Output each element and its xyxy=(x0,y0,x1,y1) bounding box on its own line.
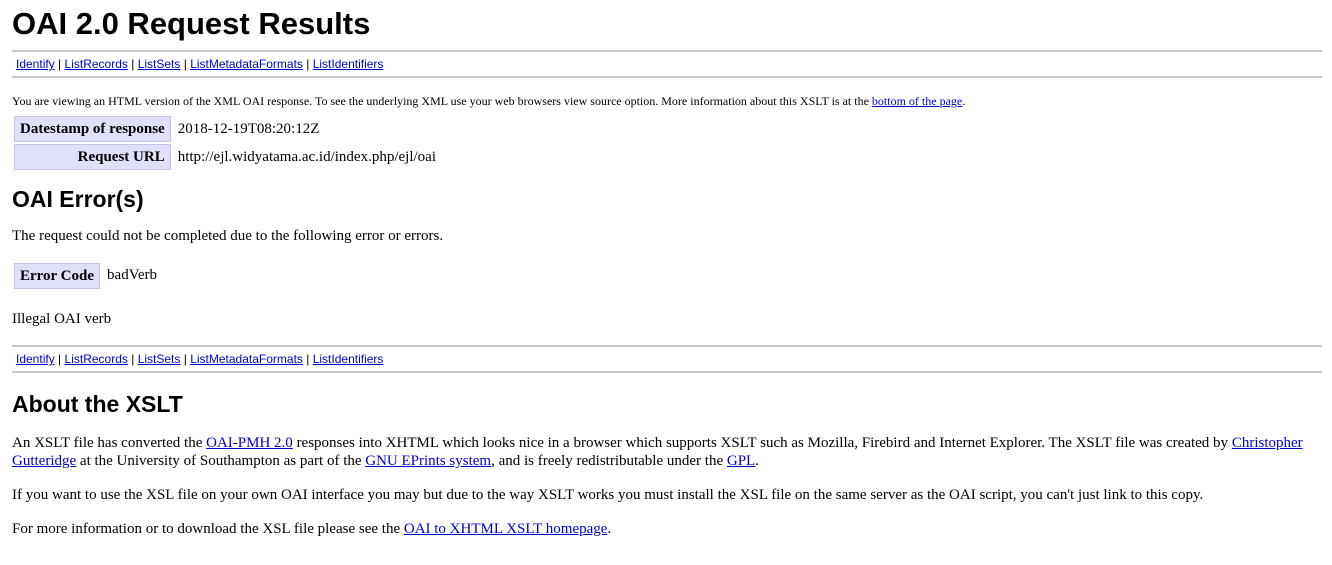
oai-pmh-link[interactable]: OAI-PMH 2.0 xyxy=(206,435,293,451)
request-url-label: Request URL xyxy=(14,144,171,170)
quicklink-listsets[interactable]: ListSets xyxy=(137,352,181,366)
errors-heading: OAI Error(s) xyxy=(12,186,144,212)
response-info-table xyxy=(12,114,443,172)
quicklink-listrecords[interactable]: ListRecords xyxy=(64,57,128,71)
error-table xyxy=(12,261,164,291)
table-row xyxy=(14,116,441,142)
table-row xyxy=(14,144,441,170)
about-paragraph-2: If you want to use the XSL file on your own OAI interface you may but due to the way XSLT works you must install the XSL file on the same server as the OAI script, you can't just link to this copy. xyxy=(12,487,1204,503)
quicklink-listidentifiers[interactable]: ListIdentifiers xyxy=(312,352,384,366)
quicklink-listrecords[interactable]: ListRecords xyxy=(64,352,128,366)
about-text: An XSLT file has converted the xyxy=(12,435,207,451)
quicklink-listmetadataformats[interactable]: ListMetadataFormats xyxy=(190,352,303,366)
separator: | xyxy=(131,352,135,366)
xslt-homepage-link[interactable]: OAI to XHTML XSLT homepage xyxy=(403,521,608,537)
separator: | xyxy=(183,352,187,366)
about-text: . xyxy=(755,453,759,469)
about-text: responses into XHTML which looks nice in a browser which supports XSLT such as Mozilla, Firebird and Internet Explorer. The XSLT file was created by xyxy=(292,435,1232,451)
intro-text xyxy=(12,94,1320,108)
separator: | xyxy=(58,57,62,71)
christopher-gutteridge-link[interactable]: Christopher Gutteridge xyxy=(12,435,1303,469)
separator: | xyxy=(306,352,310,366)
about-text: . xyxy=(607,521,612,537)
about-text: , and is freely redistributable under the xyxy=(491,453,727,469)
datestamp-value: 2018-12-19T08:20:12Z xyxy=(173,116,441,142)
separator: | xyxy=(183,57,187,71)
bottom-of-page-link[interactable]: bottom of the page xyxy=(871,94,963,108)
error-message: Illegal OAI verb xyxy=(12,311,112,327)
about-text: For more information or to download the XSL file please see the xyxy=(12,521,404,537)
error-code-label: Error Code xyxy=(14,263,100,289)
separator: | xyxy=(306,57,310,71)
separator: | xyxy=(131,57,135,71)
errors-description: The request could not be completed due to the following error or errors. xyxy=(12,228,444,244)
quicklink-listmetadataformats[interactable]: ListMetadataFormats xyxy=(190,57,303,71)
error-code-value: badVerb xyxy=(102,263,162,289)
page-title: OAI 2.0 Request Results xyxy=(12,6,371,41)
intro-end: . xyxy=(962,94,966,108)
quicklinks-top xyxy=(12,50,1322,78)
quicklinks-bottom xyxy=(12,345,1322,373)
intro-body: You are viewing an HTML version of the XML OAI response. To see the underlying XML use your web browsers view source option. More information about this XSLT is at the xyxy=(12,94,872,108)
about-text: at the University of Southampton as part of the xyxy=(76,453,366,469)
gnu-eprints-link[interactable]: GNU EPrints system xyxy=(365,453,492,469)
request-url-value: http://ejl.widyatama.ac.id/index.php/ejl/oai xyxy=(173,144,441,170)
quicklink-identify[interactable]: Identify xyxy=(16,352,55,366)
about-paragraph-1 xyxy=(12,434,1320,470)
quicklink-listsets[interactable]: ListSets xyxy=(137,57,181,71)
about-heading: About the XSLT xyxy=(12,391,183,417)
table-row xyxy=(14,263,162,289)
gpl-link[interactable]: GPL xyxy=(726,453,756,469)
about-paragraph-3 xyxy=(12,520,1320,538)
quicklink-identify[interactable]: Identify xyxy=(16,57,55,71)
datestamp-label: Datestamp of response xyxy=(14,116,171,142)
separator: | xyxy=(58,352,62,366)
quicklink-listidentifiers[interactable]: ListIdentifiers xyxy=(312,57,384,71)
